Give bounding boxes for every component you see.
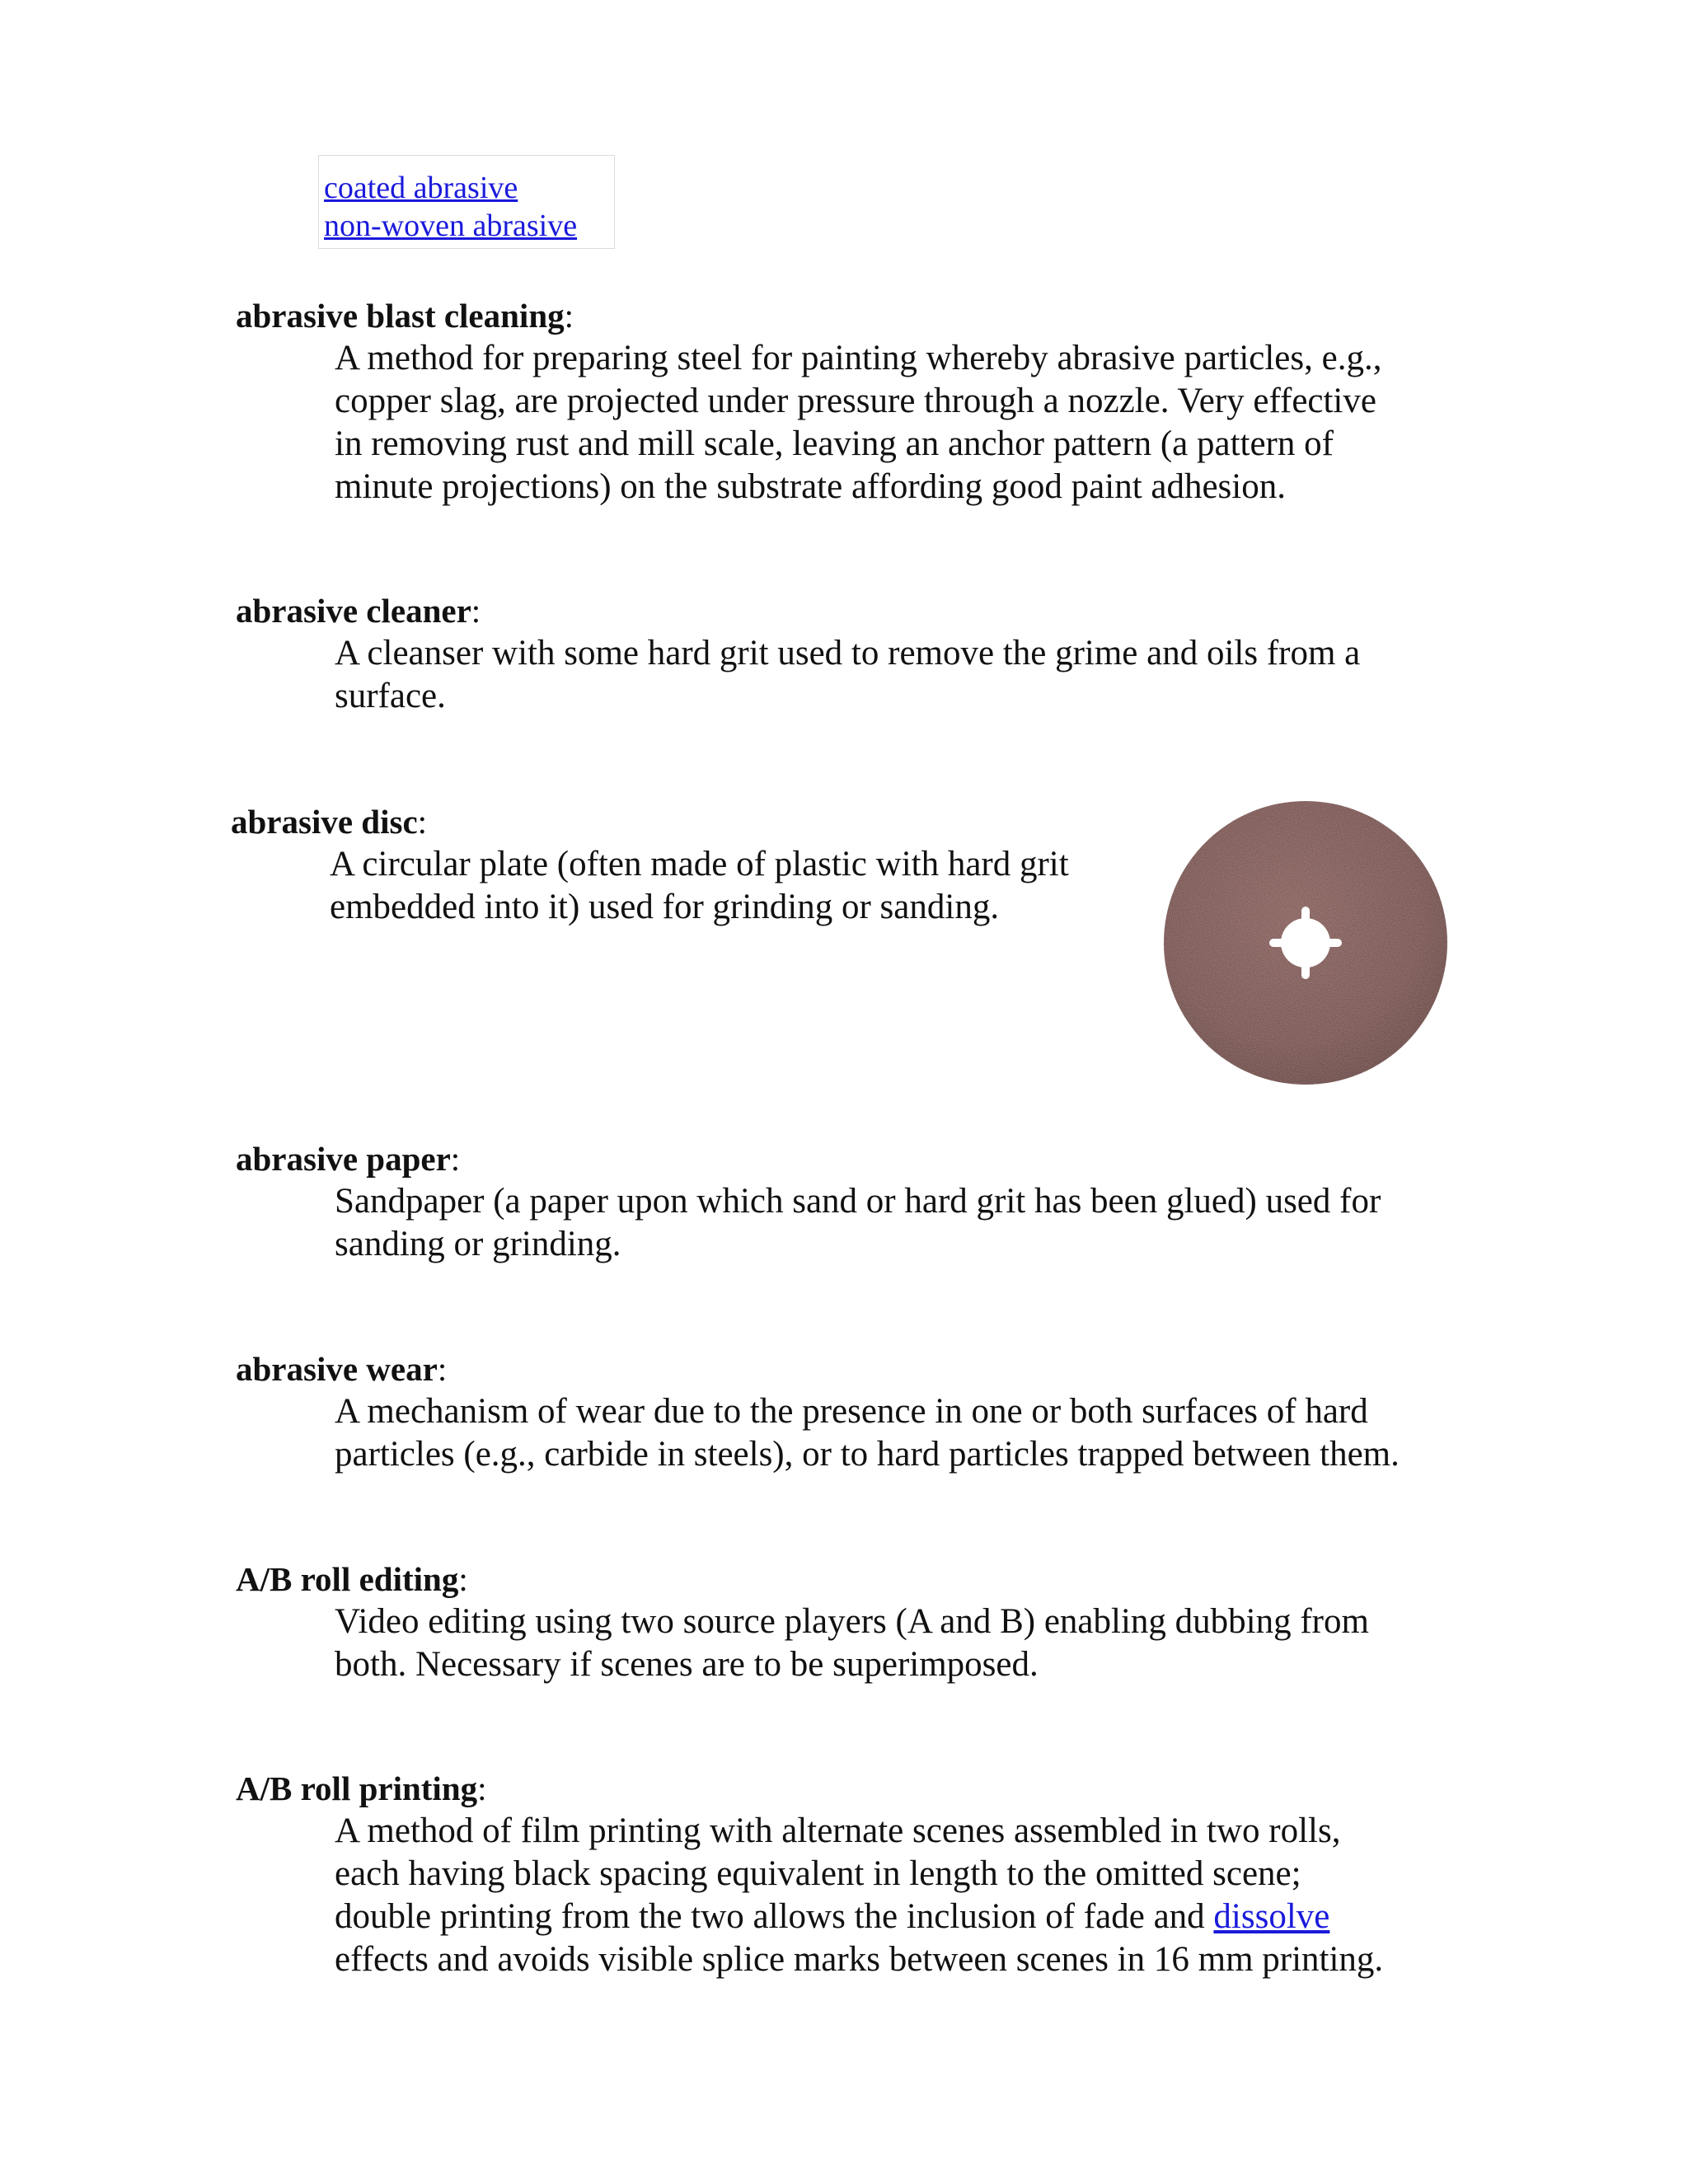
- definition-line: minute projections) on the substrate affording good paint adhesion.: [335, 467, 1286, 506]
- definition-line: Sandpaper (a paper upon which sand or hard grit has been glued) used for: [335, 1182, 1381, 1221]
- abrasive-disc-icon: [1160, 798, 1451, 1088]
- term-line: [236, 1767, 1489, 1810]
- term-line: [236, 1347, 1489, 1390]
- entry-abrasive-wear: [236, 1347, 1489, 1476]
- related-links-box: [318, 155, 615, 249]
- definition-line: A circular plate (often made of plastic with hard grit: [330, 845, 1069, 883]
- definition: [335, 1180, 1489, 1266]
- abrasive-disc-image: [1160, 798, 1451, 1088]
- definition-text: double printing from the two allows the inclusion of fade and: [335, 1897, 1205, 1936]
- term-line: [236, 1137, 1489, 1180]
- link-coated-abrasive[interactable]: coated abrasive: [324, 171, 518, 205]
- term-heading: A/B roll printing: [236, 1769, 478, 1807]
- term-heading: abrasive disc: [231, 803, 418, 841]
- entry-ab-roll-printing: [236, 1767, 1489, 1981]
- definition-line: A mechanism of wear due to the presence in one or both surfaces of hard: [335, 1392, 1368, 1431]
- definition: [335, 1810, 1489, 1981]
- term-colon: :: [417, 803, 428, 841]
- entry-abrasive-cleaner: [236, 589, 1489, 718]
- entry-ab-roll-editing: [236, 1558, 1489, 1686]
- term-heading: abrasive paper: [236, 1140, 451, 1178]
- link-dissolve[interactable]: dissolve: [1213, 1897, 1330, 1936]
- term-heading: abrasive blast cleaning: [236, 297, 565, 335]
- term-colon: :: [437, 1350, 448, 1388]
- definition-line: A method of film printing with alternate scenes assembled in two rolls,: [335, 1811, 1341, 1850]
- term-heading: abrasive wear: [236, 1350, 438, 1388]
- definition-line: [335, 1896, 1489, 1938]
- term-colon: :: [477, 1769, 487, 1807]
- definition-line: embedded into it) used for grinding or sanding.: [330, 888, 1000, 926]
- definition-line: sanding or grinding.: [335, 1225, 621, 1263]
- definition: [335, 1601, 1489, 1686]
- definition-line: each having black spacing equivalent in length to the omitted scene;: [335, 1854, 1301, 1893]
- entry-abrasive-blast-cleaning: [236, 294, 1489, 509]
- definition-line: effects and avoids visible splice marks between scenes in 16 mm printing.: [335, 1940, 1384, 1979]
- definition: [335, 1390, 1489, 1476]
- term-colon: :: [458, 1560, 468, 1598]
- entry-abrasive-paper: [236, 1137, 1489, 1266]
- term-colon: :: [564, 297, 574, 335]
- link-non-woven-abrasive[interactable]: non-woven abrasive: [324, 209, 578, 243]
- definition-line: in removing rust and mill scale, leaving an anchor pattern (a pattern of: [335, 424, 1334, 463]
- definition: [335, 337, 1489, 509]
- definition-line: A method for preparing steel for painting whereby abrasive particles, e.g.,: [335, 339, 1382, 377]
- definition-line: particles (e.g., carbide in steels), or to hard particles trapped between them.: [335, 1435, 1400, 1474]
- term-line: [236, 1558, 1489, 1601]
- definition: [335, 632, 1489, 718]
- term-line: [236, 294, 1489, 337]
- definition-line: copper slag, are projected under pressure through a nozzle. Very effective: [335, 382, 1376, 420]
- definition-line: both. Necessary if scenes are to be superimposed.: [335, 1645, 1039, 1684]
- term-heading: A/B roll editing: [236, 1560, 459, 1598]
- term-colon: :: [450, 1140, 461, 1178]
- term-heading: abrasive cleaner: [236, 592, 471, 630]
- definition-line: Video editing using two source players (A and B) enabling dubbing from: [335, 1602, 1369, 1641]
- term-colon: :: [471, 592, 481, 630]
- term-line: [236, 589, 1489, 632]
- definition-line: surface.: [335, 677, 446, 715]
- definition-line: A cleanser with some hard grit used to remove the grime and oils from a: [335, 634, 1361, 673]
